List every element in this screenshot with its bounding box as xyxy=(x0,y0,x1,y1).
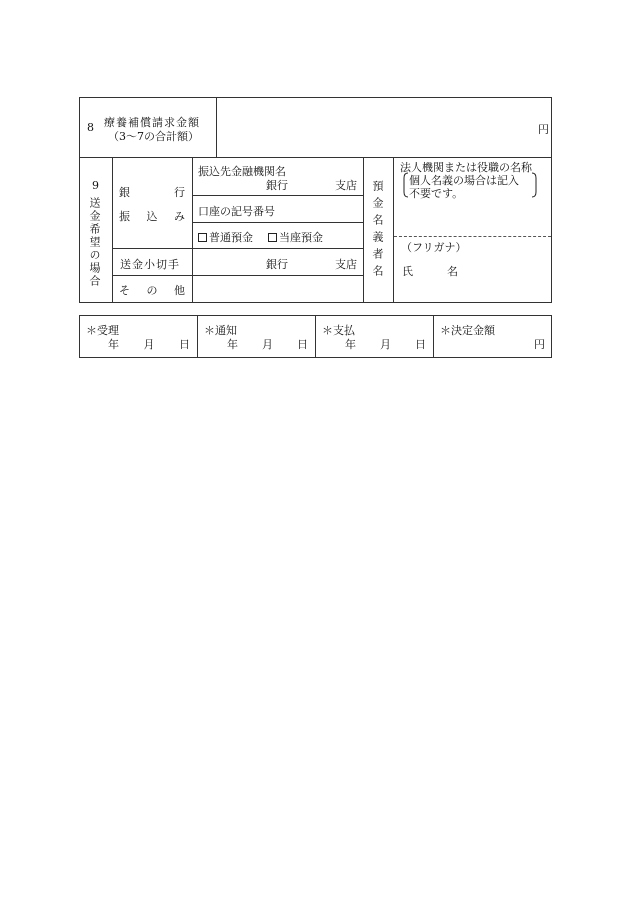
label: 年 xyxy=(345,338,356,351)
divider xyxy=(192,222,363,223)
remit-field[interactable] xyxy=(194,250,362,274)
ordinary-label: 普通預金 xyxy=(209,231,253,244)
name-label-1: 氏 xyxy=(402,265,413,278)
remit-branch-suffix: 支店 xyxy=(335,258,357,271)
label: 年 xyxy=(108,338,119,351)
current-deposit-option[interactable] xyxy=(268,229,323,245)
divider xyxy=(112,157,113,303)
remit-bank-suffix: 銀行 xyxy=(266,258,288,271)
decision-amount-field[interactable] xyxy=(435,317,550,356)
note-line1: 個人名義の場合は記入 xyxy=(409,174,519,187)
institution-label: 振込先金融機関名 xyxy=(198,165,286,178)
other-field[interactable] xyxy=(194,277,362,301)
ordinary-checkbox[interactable] xyxy=(198,233,207,242)
section8-number: 8 xyxy=(87,121,94,134)
current-checkbox[interactable] xyxy=(268,233,277,242)
divider xyxy=(433,315,434,358)
institution-field[interactable] xyxy=(194,159,362,194)
decision-yen-unit: 円 xyxy=(534,338,545,351)
section8-divider xyxy=(216,97,217,158)
label: の xyxy=(146,284,158,297)
divider xyxy=(192,195,363,196)
account-number-label: 口座の記号番号 xyxy=(198,205,275,218)
payment-label: ＊支払 xyxy=(322,324,355,337)
corp-label: 法人機関または役職の名称 xyxy=(400,161,532,174)
label: 銀 xyxy=(119,186,130,199)
label: 行 xyxy=(174,186,185,199)
section8-amount-field[interactable] xyxy=(218,99,548,156)
divider xyxy=(363,157,364,303)
label: み xyxy=(174,210,185,223)
label: 日 xyxy=(415,338,426,351)
corp-name-field[interactable] xyxy=(395,199,550,234)
note-line2: 不要です。 xyxy=(409,187,464,200)
label: 月 xyxy=(262,338,273,351)
holder-dashed-divider xyxy=(394,236,551,237)
notification-date[interactable] xyxy=(227,336,308,352)
label: 込 xyxy=(146,210,158,223)
section8-title: 療養補償請求金額 xyxy=(104,116,200,129)
remit-check-label: 送金小切手 xyxy=(120,258,180,271)
receipt-label: ＊受理 xyxy=(86,324,119,337)
label: そ xyxy=(119,284,130,297)
label: 日 xyxy=(179,338,190,351)
divider xyxy=(393,157,394,303)
divider xyxy=(197,315,198,358)
bank-label-line1 xyxy=(119,184,185,200)
receipt-date[interactable] xyxy=(108,336,190,352)
section9-number: 9 xyxy=(92,179,99,192)
label: 月 xyxy=(143,338,155,351)
furigana-label: （フリガナ） xyxy=(401,241,467,254)
other-label xyxy=(119,282,185,298)
label: 他 xyxy=(174,284,185,297)
label: 年 xyxy=(227,338,238,351)
institution-bank-suffix: 銀行 xyxy=(266,179,288,192)
section8-yen-unit: 円 xyxy=(538,123,549,136)
notification-label: ＊通知 xyxy=(204,324,237,337)
divider xyxy=(112,275,363,276)
section8-subtitle: （3～7の合計額） xyxy=(108,130,199,143)
label: 日 xyxy=(297,338,308,351)
section9-vertical-label: 送金希望の場合 xyxy=(88,197,101,288)
divider xyxy=(315,315,316,358)
current-label: 当座預金 xyxy=(279,231,323,244)
divider xyxy=(112,248,363,249)
payment-date[interactable] xyxy=(345,336,426,352)
note-bracket-right-icon xyxy=(531,172,537,198)
ordinary-deposit-option[interactable] xyxy=(198,229,253,245)
decision-label: ＊決定金額 xyxy=(440,324,495,337)
holder-name-field[interactable] xyxy=(462,252,550,300)
divider xyxy=(192,157,193,303)
name-label-2: 名 xyxy=(447,265,458,278)
label: 振 xyxy=(119,210,130,223)
bank-label-line2 xyxy=(119,208,185,224)
holder-vertical-label: 預金名義者名 xyxy=(371,180,384,282)
label: 月 xyxy=(380,338,391,351)
institution-branch-suffix: 支店 xyxy=(335,179,357,192)
account-number-field[interactable] xyxy=(194,197,362,221)
